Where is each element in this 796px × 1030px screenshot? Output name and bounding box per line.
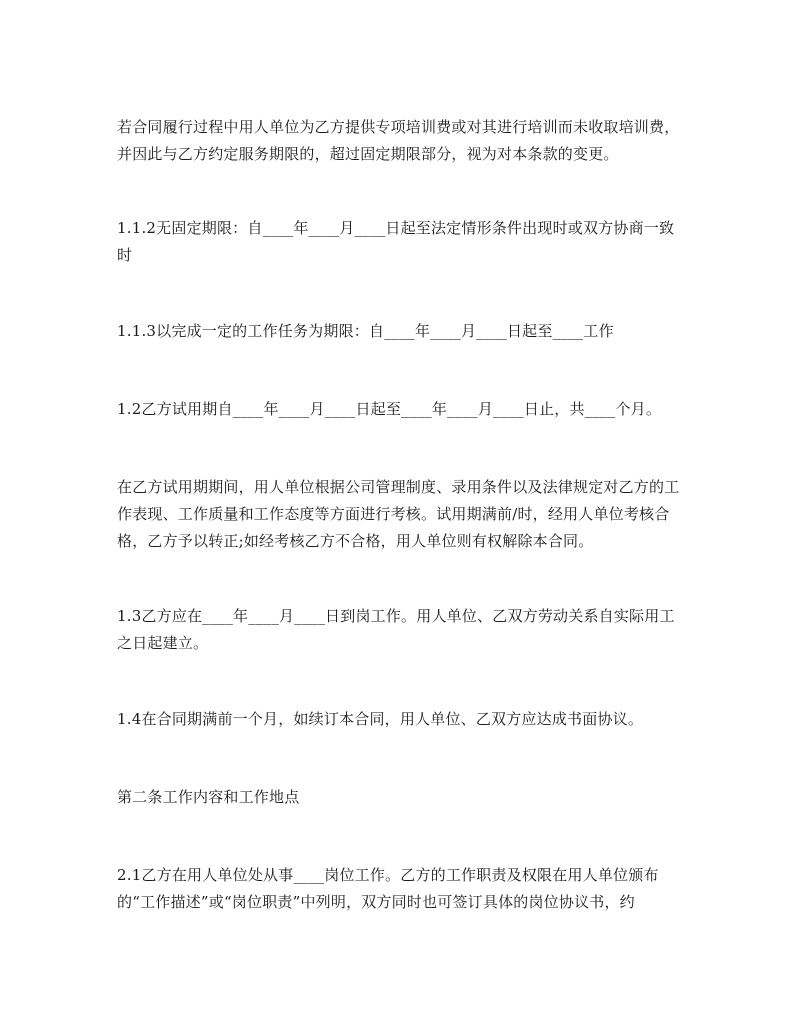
section-heading-article-2: 第二条工作内容和工作地点: [117, 788, 300, 806]
paragraph-clause-1-1-2: 1.1.2无固定期限：自____年____月____日起至法定情形条件出现时或双方协商一致时: [117, 219, 675, 264]
paragraph-clause-1-1-3: 1.1.3以完成一定的工作任务为期限：自____年____月____日起至____工作: [117, 322, 614, 340]
paragraph-clause-1-3: 1.3乙方应在____年____月____日到岗工作。用人单位、乙双方劳动关系自实际用工之日起建立。: [117, 607, 675, 652]
paragraph-probation-assessment: 在乙方试用期期间，用人单位根据公司管理制度、录用条件以及法律规定对乙方的工作表现、工作质量和工作态度等方面进行考核。试用期满前/时，经用人单位考核合格，乙方予以转正;如经考核乙方不合格，用人单位则有权解除本合同。: [117, 478, 680, 550]
paragraph-training-fee: 若合同履行过程中用人单位为乙方提供专项培训费或对其进行培训而未收取培训费，并因此与乙方约定服务期限的，超过固定期限部分，视为对本条款的变更。: [117, 118, 680, 163]
paragraph-clause-1-2: 1.2乙方试用期自____年____月____日起至____年____月____日止，共____个月。: [117, 400, 662, 418]
paragraph-clause-2-1: 2.1乙方在用人单位处从事____岗位工作。乙方的工作职责及权限在用人单位颁布的“工作描述”或“岗位职责”中列明，双方同时也可签订具体的岗位协议书，约: [117, 866, 659, 911]
paragraph-clause-1-4: 1.4在合同期满前一个月，如续订本合同，用人单位、乙双方应达成书面协议。: [117, 710, 644, 728]
